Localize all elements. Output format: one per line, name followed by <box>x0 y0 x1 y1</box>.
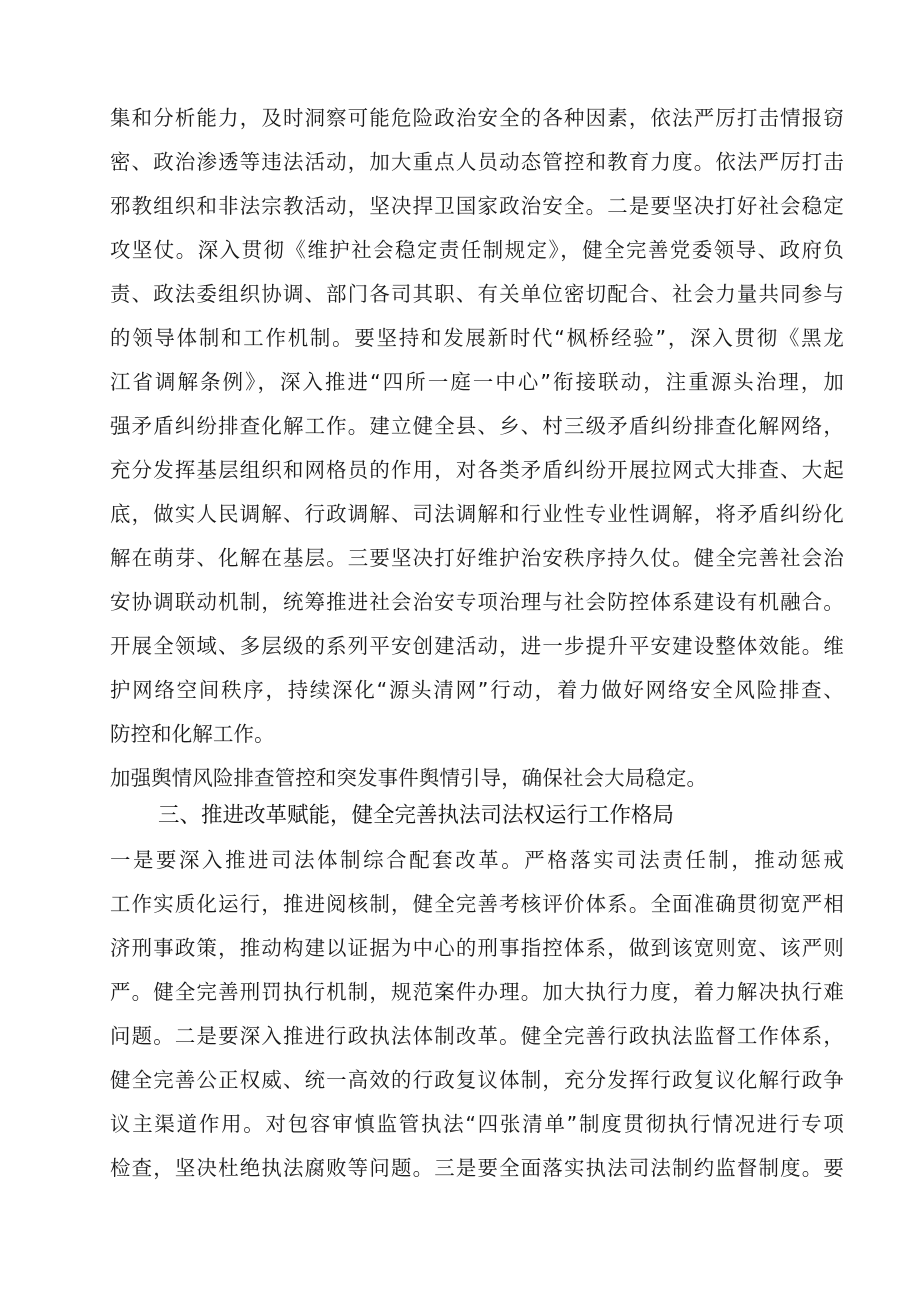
paragraph-line: 责、政法委组织协调、部门各司其职、有关单位密切配合、社会力量共同参与 <box>110 282 844 306</box>
paragraph-line: 检查，坚决杜绝执法腐败等问题。三是要全面落实执法司法制约监督制度。要 <box>110 1156 844 1180</box>
paragraph-line: 安协调联动机制，统筹推进社会治安专项治理与社会防控体系建设有机融合。 <box>110 590 844 614</box>
paragraph-line: 济刑事政策，推动构建以证据为中心的刑事指控体系，做到该宽则宽、该严则 <box>110 936 844 960</box>
paragraph-line: 强矛盾纠纷排查化解工作。建立健全县、乡、村三级矛盾纠纷排查化解网络， <box>110 414 844 438</box>
paragraph-line: 护网络空间秩序，持续深化“源头清网”行动，着力做好网络安全风险排查、 <box>110 678 844 702</box>
paragraph-line: 健全完善公正权威、统一高效的行政复议体制，充分发挥行政复议化解行政争 <box>110 1068 844 1092</box>
paragraph-line: 严。健全完善刑罚执行机制，规范案件办理。加大执行力度，着力解决执行难 <box>110 980 844 1004</box>
section-heading: 三、推进改革赋能，健全完善执法司法权运行工作格局 <box>158 803 675 828</box>
paragraph-line: 加强舆情风险排查管控和突发事件舆情引导，确保社会大局稳定。 <box>110 766 708 790</box>
paragraph-line: 解在萌芽、化解在基层。三要坚决打好维护治安秩序持久仗。健全完善社会治 <box>110 546 844 570</box>
paragraph-line: 议主渠道作用。对包容审慎监管执法“四张清单”制度贯彻执行情况进行专项 <box>110 1112 844 1136</box>
paragraph-line: 一是要深入推进司法体制综合配套改革。严格落实司法责任制，推动惩戒 <box>110 848 844 872</box>
paragraph-line: 的领导体制和工作机制。要坚持和发展新时代“枫桥经验”，深入贯彻《黑龙 <box>110 326 844 350</box>
paragraph-line: 工作实质化运行，推进阅核制，健全完善考核评价体系。全面准确贯彻宽严相 <box>110 892 844 916</box>
paragraph-line: 集和分析能力，及时洞察可能危险政治安全的各种因素，依法严厉打击情报窃 <box>110 106 844 130</box>
paragraph-line: 充分发挥基层组织和网格员的作用，对各类矛盾纠纷开展拉网式大排查、大起 <box>110 458 844 482</box>
paragraph-line: 开展全领域、多层级的系列平安创建活动，进一步提升平安建设整体效能。维 <box>110 634 844 658</box>
paragraph-line: 防控和化解工作。 <box>110 722 275 746</box>
paragraph-line: 攻坚仗。深入贯彻《维护社会稳定责任制规定》，健全完善党委领导、政府负 <box>110 238 844 262</box>
paragraph-line: 密、政治渗透等违法活动，加大重点人员动态管控和教育力度。依法严厉打击 <box>110 150 844 174</box>
paragraph-line: 问题。二是要深入推进行政执法体制改革。健全完善行政执法监督工作体系， <box>110 1024 844 1048</box>
paragraph-line: 江省调解条例》，深入推进“四所一庭一中心”衔接联动，注重源头治理，加 <box>110 370 844 394</box>
paragraph-line: 底，做实人民调解、行政调解、司法调解和行业性专业性调解，将矛盾纠纷化 <box>110 502 844 526</box>
paragraph-line: 邪教组织和非法宗教活动，坚决捍卫国家政治安全。二是要坚决打好社会稳定 <box>110 194 844 218</box>
